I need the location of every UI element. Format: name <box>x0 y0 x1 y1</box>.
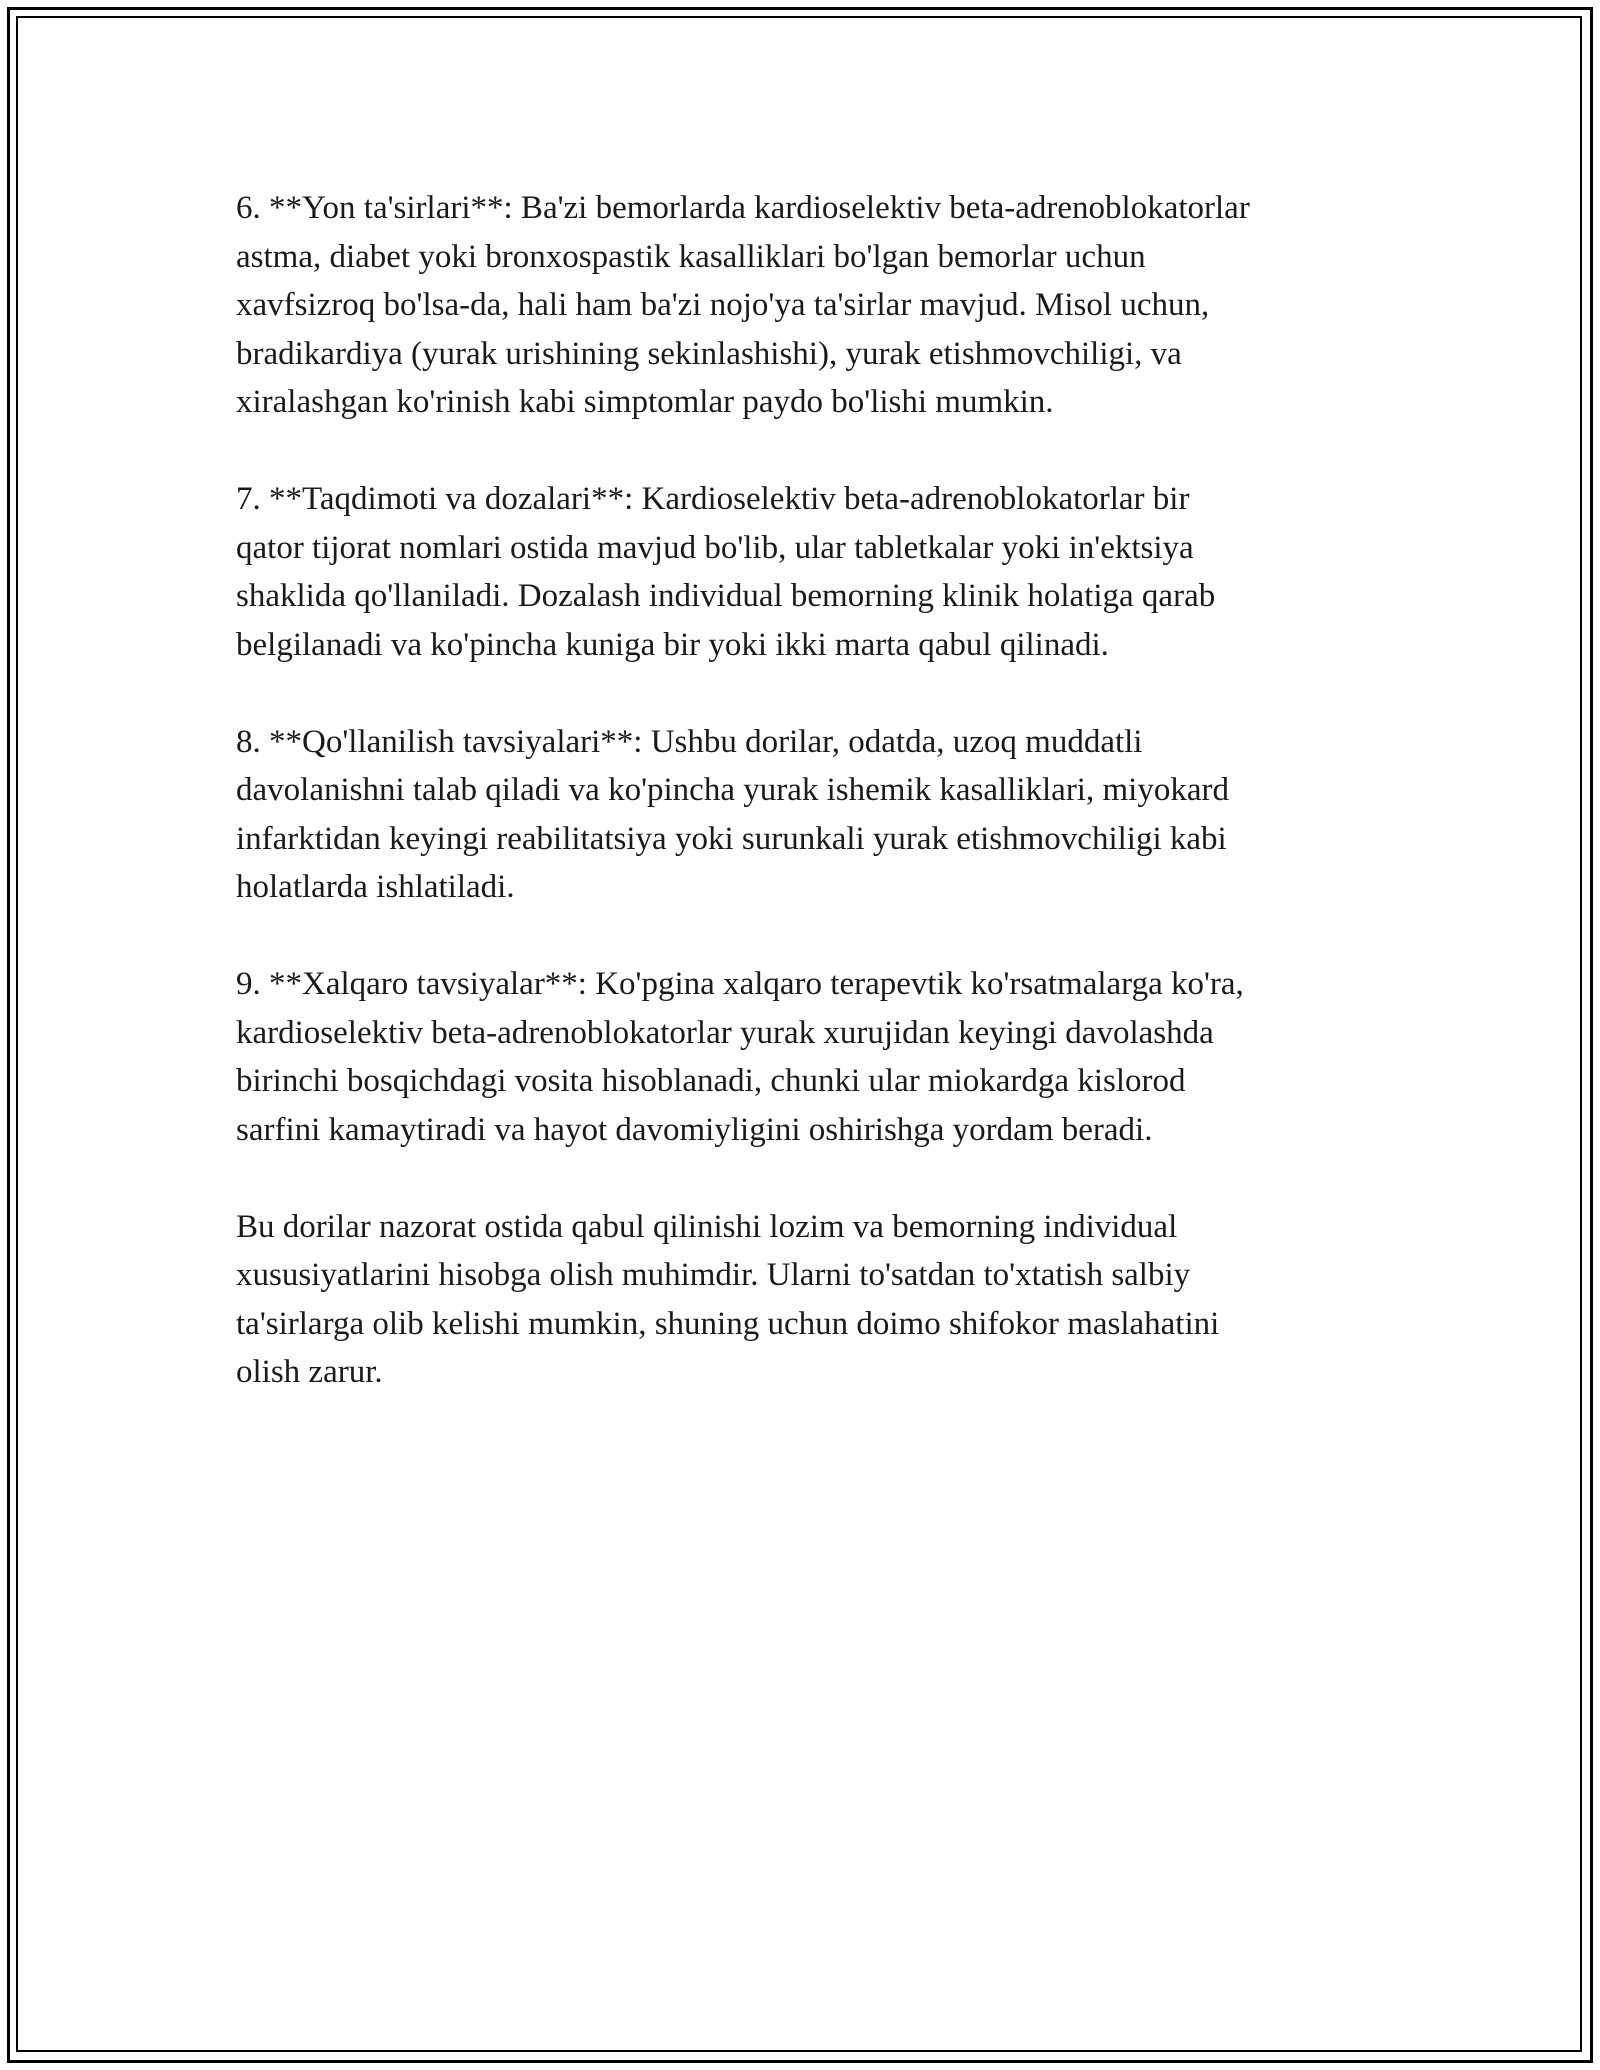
paragraph-conclusion: Bu dorilar nazorat ostida qabul qilinishi lozim va bemorning individual xususiyatlarini hisobga olish muhimdir. Ularni to'satdan to'xtatish salbiy ta'sirlarga olib kelishi mumkin, shuning uchun doimo shifokor maslahatini olish zarur. <box>236 1208 1220 1390</box>
paragraph-presentation-dosage: 7. **Taqdimoti va dozalari**: Kardioselektiv beta-adrenoblokatorlar bir qator tijorat nomlari ostida mavjud bo'lib, ular tabletkalar yoki in'ektsiya shaklida qo'llaniladi. Dozalash individual bemorning klinik holatiga qarab belgilanadi va ko'pincha kuniga bir yoki ikki marta qabul qilinadi. <box>236 481 1216 663</box>
paragraph-usage-recommendations: 8. **Qo'llanilish tavsiyalari**: Ushbu dorilar, odatda, uzoq muddatli davolanishni talab qiladi va ko'pincha yurak ishemik kasalliklari, miyokard infarktidan keyingi reabilitatsiya yoki surunkali yurak etishmovchiligi kabi holatlarda ishlatiladi. <box>236 723 1229 905</box>
paragraph-side-effects: 6. **Yon ta'sirlari**: Ba'zi bemorlarda kardioselektiv beta-adrenoblokatorlar astma, diabet yoki bronxospastik kasalliklari bo'lgan bemorlar uchun xavfsizroq bo'lsa-da, hali ham ba'zi nojo'ya ta'sirlar mavjud. Misol uchun, bradikardiya (yurak urishining sekinlashishi), yurak etishmovchiligi, va xiralashgan ko'rinish kabi simptomlar paydo bo'lishi mumkin. <box>236 190 1250 420</box>
document-body <box>236 184 1386 1445</box>
paragraph-international-recommendations: 9. **Xalqaro tavsiyalar**: Ko'pgina xalqaro terapevtik ko'rsatmalarga ko'ra, kardioselektiv beta-adrenoblokatorlar yurak xurujidan keyingi davolashda birinchi bosqichdagi vosita hisoblanadi, chunki ular miokardga kislorod sarfini kamaytiradi va hayot davomiyligini oshirishga yordam beradi. <box>236 966 1244 1148</box>
